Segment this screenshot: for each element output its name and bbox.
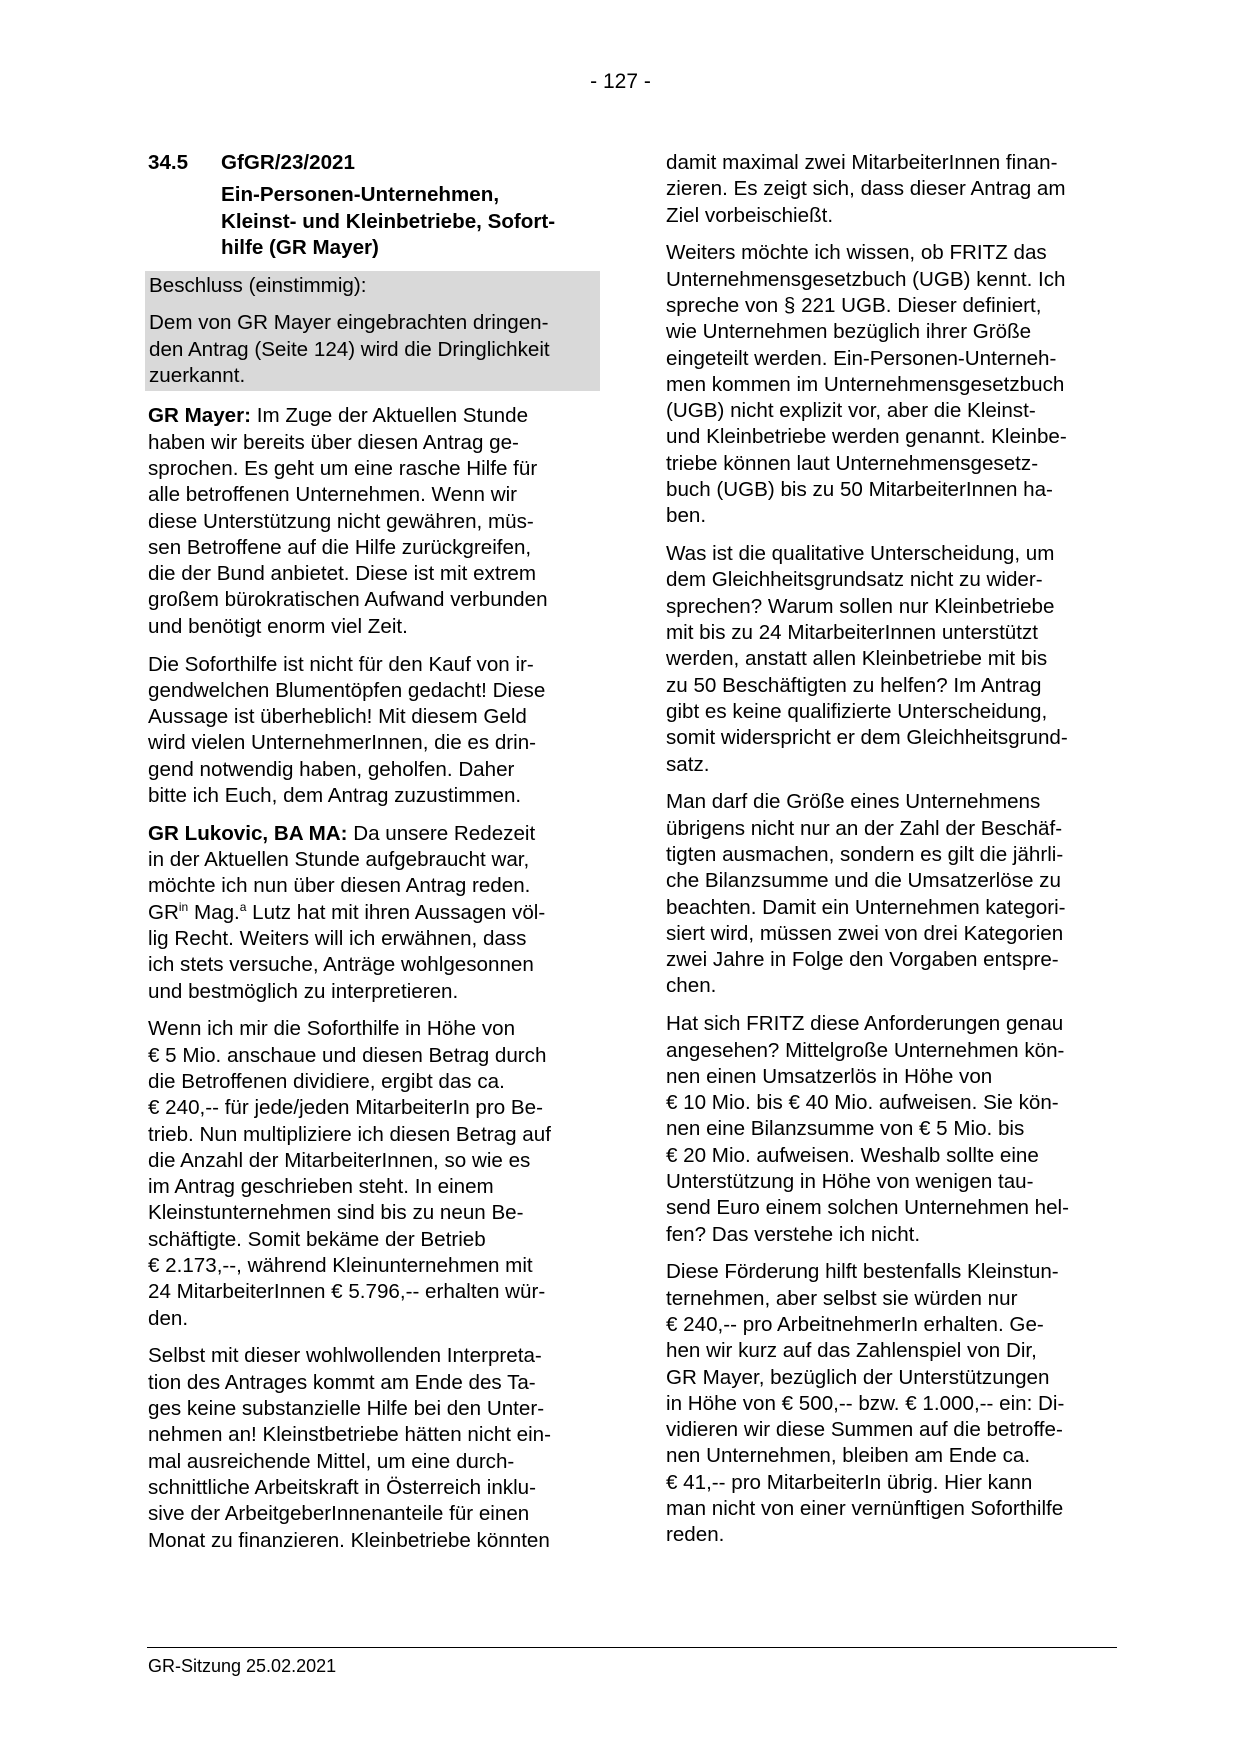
section-code: GfGR/23/2021 bbox=[221, 151, 355, 174]
speech-paragraph bbox=[666, 1259, 1113, 1548]
speaker-name: GR Mayer: bbox=[148, 404, 251, 428]
text-line: mal ausreichende Mittel, um eine durch- bbox=[148, 1449, 515, 1473]
text-line: hen wir kurz auf das Zahlenspiel von Dir, bbox=[666, 1339, 1037, 1363]
text-line: Aussage ist überheblich! Mit diesem Geld bbox=[148, 705, 527, 729]
text-line: ben. bbox=[666, 504, 707, 528]
text-line: werden, anstatt allen Kleinbetriebe mit bis bbox=[666, 647, 1048, 671]
text-line: € 20 Mio. aufweisen. Weshalb sollte eine bbox=[666, 1143, 1039, 1167]
text-line: nen Unternehmen, bleiben am Ende ca. bbox=[666, 1444, 1031, 1468]
text-line: vidieren wir diese Summen auf die betroffe- bbox=[666, 1418, 1063, 1442]
right-column bbox=[666, 150, 1113, 1560]
speaker-name: GR Lukovic, BA MA: bbox=[148, 821, 348, 845]
title-superscript: a bbox=[239, 899, 247, 914]
text-line: nen eine Bilanzsumme von € 5 Mio. bis bbox=[666, 1117, 1025, 1141]
text-line: 24 MitarbeiterInnen € 5.796,-- erhalten wür- bbox=[148, 1280, 546, 1304]
text-line: alle betroffenen Unternehmen. Wenn wir bbox=[148, 483, 517, 507]
text-line: GR Mayer, bezüglich der Unterstützungen bbox=[666, 1365, 1050, 1389]
resolution-text bbox=[149, 310, 596, 389]
text-line: Kleinstunternehmen sind bis zu neun Be- bbox=[148, 1201, 524, 1225]
text-line: eingeteilt werden. Ein-Personen-Unterneh- bbox=[666, 346, 1057, 370]
text-line: € 240,-- für jede/jeden MitarbeiterIn pro Be- bbox=[148, 1096, 543, 1120]
text-line: in Höhe von € 500,-- bzw. € 1.000,-- ein: Di- bbox=[666, 1391, 1065, 1415]
text-line: Wenn ich mir die Soforthilfe in Höhe von bbox=[148, 1017, 516, 1041]
text-line: sen Betroffene auf die Hilfe zurückgreifen, bbox=[148, 535, 532, 559]
title-mag: Mag. bbox=[188, 900, 240, 924]
speech-paragraph bbox=[148, 652, 595, 810]
text-line: somit widerspricht er dem Gleichheitsgrund- bbox=[666, 726, 1068, 750]
text-line: (UGB) nicht explizit vor, aber die Kleinst- bbox=[666, 399, 1036, 423]
text-line: chen. bbox=[666, 974, 717, 998]
section-number: 34.5 bbox=[148, 151, 189, 174]
text-line: dem Gleichheitsgrundsatz nicht zu wider- bbox=[666, 568, 1043, 592]
text-line: nen einen Umsatzerlös in Höhe von bbox=[666, 1064, 993, 1088]
speech-paragraph bbox=[666, 240, 1113, 529]
subject-line: hilfe (GR Mayer) bbox=[221, 235, 379, 259]
text-line: gend notwendig haben, geholfen. Daher bbox=[148, 757, 515, 781]
footer-divider bbox=[147, 1647, 1117, 1648]
subject-line: Ein-Personen-Unternehmen, bbox=[221, 183, 500, 207]
text-line: € 5 Mio. anschaue und diesen Betrag durch bbox=[148, 1043, 547, 1067]
text-line: nehmen an! Kleinstbetriebe hätten nicht ein- bbox=[148, 1423, 551, 1447]
resolution-line: Dem von GR Mayer eingebrachten dringen- bbox=[149, 311, 549, 335]
text-line: bitte ich Euch, dem Antrag zuzustimmen. bbox=[148, 784, 522, 808]
speech-paragraph bbox=[666, 150, 1113, 229]
text-line: damit maximal zwei MitarbeiterInnen finan- bbox=[666, 151, 1058, 174]
text-line: in der Aktuellen Stunde aufgebraucht war, bbox=[148, 848, 530, 872]
text-line: Lutz hat mit ihren Aussagen völ- bbox=[246, 900, 546, 924]
text-line: fen? Das verstehe ich nicht. bbox=[666, 1222, 921, 1246]
resolution-label: Beschluss (einstimmig): bbox=[149, 274, 367, 298]
text-line: schnittliche Arbeitskraft in Österreich inklu- bbox=[148, 1475, 536, 1499]
text-line: send Euro einem solchen Unternehmen hel- bbox=[666, 1196, 1069, 1220]
section-heading bbox=[148, 150, 595, 176]
text-line: ich stets versuche, Anträge wohlgesonnen bbox=[148, 953, 534, 977]
page-number: - 127 - bbox=[590, 70, 651, 93]
text-line: haben wir bereits über diesen Antrag ge- bbox=[148, 430, 519, 454]
speech-paragraph-mayer bbox=[148, 403, 595, 640]
text-line: und Kleinbetriebe werden genannt. Kleinbe- bbox=[666, 425, 1067, 449]
text-line: € 2.173,--, während Kleinunternehmen mit bbox=[148, 1254, 533, 1278]
text-line: wird vielen UnternehmerInnen, die es drin- bbox=[148, 731, 537, 755]
speech-paragraph bbox=[666, 541, 1113, 778]
speech-paragraph-lukovic bbox=[148, 821, 595, 1005]
text-line: sive der ArbeitgeberInnenanteile für einen bbox=[148, 1502, 530, 1526]
text-line: den. bbox=[148, 1306, 189, 1330]
text-line: Da unsere Redezeit bbox=[347, 821, 536, 845]
title-gr: GR bbox=[148, 900, 179, 924]
title-superscript: in bbox=[178, 899, 189, 914]
text-line: schäftigte. Somit bekäme der Betrieb bbox=[148, 1227, 486, 1251]
text-line: reden. bbox=[666, 1523, 725, 1547]
text-line: Unterstützung in Höhe von wenigen tau- bbox=[666, 1169, 1034, 1193]
text-line: zwei Jahre in Folge den Vorgaben entspre- bbox=[666, 948, 1059, 972]
text-line: Diese Förderung hilft bestenfalls Kleinstun- bbox=[666, 1260, 1059, 1284]
text-line: € 240,-- pro ArbeitnehmerIn erhalten. Ge- bbox=[666, 1312, 1044, 1336]
speech-paragraph bbox=[666, 1011, 1113, 1248]
text-line: die Anzahl der MitarbeiterInnen, so wie es bbox=[148, 1148, 531, 1172]
text-line: triebe können laut Unternehmensgesetz- bbox=[666, 451, 1039, 475]
text-line: und benötigt enorm viel Zeit. bbox=[148, 614, 408, 638]
speech-paragraph bbox=[666, 789, 1113, 999]
text-line: und bestmöglich zu interpretieren. bbox=[148, 979, 459, 1003]
text-line: Monat zu finanzieren. Kleinbetriebe könnten bbox=[148, 1528, 550, 1552]
text-line: € 41,-- pro MitarbeiterIn übrig. Hier kann bbox=[666, 1470, 1033, 1494]
text-line: € 10 Mio. bis € 40 Mio. aufweisen. Sie kön- bbox=[666, 1091, 1059, 1115]
text-line: Die Soforthilfe ist nicht für den Kauf von ir- bbox=[148, 652, 534, 676]
text-line: wie Unternehmen bezüglich ihrer Größe bbox=[666, 320, 1032, 344]
text-line: Man darf die Größe eines Unternehmens bbox=[666, 790, 1041, 814]
text-line: gibt es keine qualifizierte Unterscheidung, bbox=[666, 699, 1048, 723]
resolution-box bbox=[145, 271, 600, 391]
text-line: großem bürokratischen Aufwand verbunden bbox=[148, 588, 548, 612]
text-line: trieb. Nun multipliziere ich diesen Betrag auf bbox=[148, 1122, 551, 1146]
text-line: möchte ich nun über diesen Antrag reden. bbox=[148, 874, 531, 898]
text-line: angesehen? Mittelgroße Unternehmen kön- bbox=[666, 1038, 1065, 1062]
text-line: tigten ausmachen, sondern es gilt die jährli- bbox=[666, 842, 1064, 866]
text-line: Selbst mit dieser wohlwollenden Interpreta- bbox=[148, 1344, 542, 1368]
text-line: ges keine substanzielle Hilfe bei den Unter- bbox=[148, 1397, 545, 1421]
text-line: Im Zuge der Aktuellen Stunde bbox=[251, 404, 529, 428]
text-line: sprochen. Es geht um eine rasche Hilfe für bbox=[148, 456, 538, 480]
text-line: sprechen? Warum sollen nur Kleinbetriebe bbox=[666, 594, 1055, 618]
text-line: Ziel vorbeischießt. bbox=[666, 203, 834, 227]
text-line: lig Recht. Weiters will ich erwähnen, dass bbox=[148, 927, 527, 951]
text-line: tion des Antrages kommt am Ende des Ta- bbox=[148, 1370, 536, 1394]
text-line: siert wird, müssen zwei von drei Kategorien bbox=[666, 921, 1064, 945]
footer-session-date: GR-Sitzung 25.02.2021 bbox=[148, 1656, 337, 1676]
text-line: übrigens nicht nur an der Zahl der Beschäf- bbox=[666, 816, 1063, 840]
text-line: Hat sich FRITZ diese Anforderungen genau bbox=[666, 1012, 1064, 1036]
text-line: zieren. Es zeigt sich, dass dieser Antrag am bbox=[666, 177, 1066, 201]
text-line: zu 50 Beschäftigten zu helfen? Im Antrag bbox=[666, 673, 1042, 697]
resolution-line: den Antrag (Seite 124) wird die Dringlichkeit bbox=[149, 337, 550, 361]
text-line: diese Unterstützung nicht gewähren, müs- bbox=[148, 509, 534, 533]
text-line: buch (UGB) bis zu 50 MitarbeiterInnen ha- bbox=[666, 478, 1053, 502]
text-line: che Bilanzsumme und die Umsatzerlöse zu bbox=[666, 869, 1061, 893]
text-line: men kommen im Unternehmensgesetzbuch bbox=[666, 372, 1065, 396]
text-line: ternehmen, aber selbst sie würden nur bbox=[666, 1286, 1018, 1310]
subject-line: Kleinst- und Kleinbetriebe, Sofort- bbox=[221, 209, 556, 233]
text-line: spreche von § 221 UGB. Dieser definiert, bbox=[666, 293, 1042, 317]
text-line: man nicht von einer vernünftigen Soforthilfe bbox=[666, 1497, 1064, 1521]
text-line: mit bis zu 24 MitarbeiterInnen unterstützt bbox=[666, 621, 1039, 645]
text-line: im Antrag geschrieben steht. In einem bbox=[148, 1175, 494, 1199]
text-line: Was ist die qualitative Unterscheidung, um bbox=[666, 542, 1055, 566]
text-line: beachten. Damit ein Unternehmen kategori- bbox=[666, 895, 1066, 919]
text-line: die Betroffenen dividiere, ergibt das ca. bbox=[148, 1070, 505, 1093]
speech-paragraph bbox=[148, 1343, 595, 1553]
text-line: Unternehmensgesetzbuch (UGB) kennt. Ich bbox=[666, 267, 1066, 291]
speech-paragraph bbox=[148, 1016, 595, 1332]
resolution-line: zuerkannt. bbox=[149, 364, 246, 388]
section-subject bbox=[221, 182, 595, 261]
text-line: satz. bbox=[666, 752, 710, 776]
left-column bbox=[148, 150, 595, 1565]
text-line: gendwelchen Blumentöpfen gedacht! Diese bbox=[148, 678, 546, 702]
text-line: Weiters möchte ich wissen, ob FRITZ das bbox=[666, 241, 1047, 265]
text-line: die der Bund anbietet. Diese ist mit extrem bbox=[148, 562, 537, 586]
